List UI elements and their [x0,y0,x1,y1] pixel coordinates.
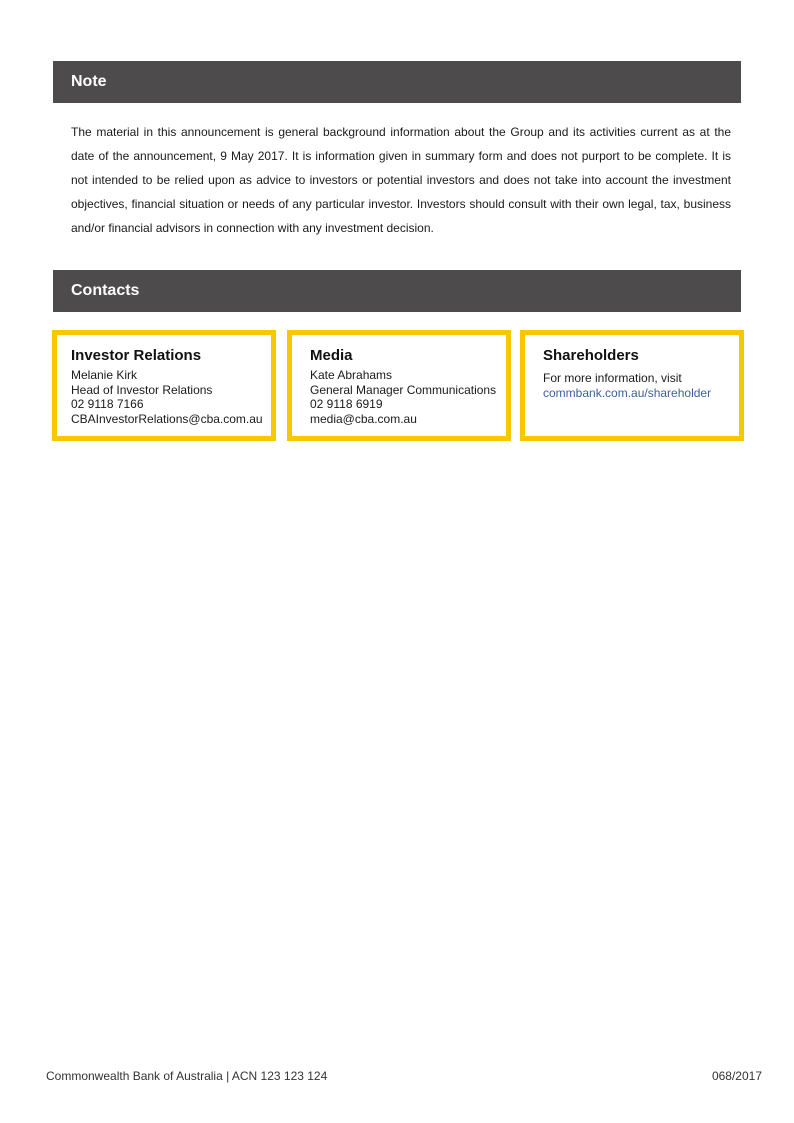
media-phone: 02 9118 6919 [310,397,383,411]
note-heading: Note [71,73,107,90]
media-email[interactable]: media@cba.com.au [310,411,417,426]
note-section-header [53,61,741,103]
shareholders-link[interactable]: commbank.com.au/shareholder [543,385,712,400]
investor-relations-role: Head of Investor Relations [71,382,213,397]
investor-relations-box [52,330,276,441]
contacts-section-header [53,270,741,312]
contacts-heading: Contacts [71,282,140,299]
note-body-text: The material in this announcement is general background information about the Group and its activities current as at the date of the announcement, 9 May 2017. It is information given in summary form and does not purport to be complete. It is not intended to be relied upon as advice to investors or potential investors and does not take into account the investment objectives, financial situation or needs of any particular investor. Investors should consult with their own legal, tax, business and/or financial advisors in connection with any investment decision. [71,125,731,235]
investor-relations-email[interactable]: CBAInvestorRelations@cba.com.au [71,411,263,426]
shareholders-text: For more information, visit [543,371,682,385]
media-name: Kate Abrahams [310,368,393,382]
investor-relations-phone: 02 9118 7166 [71,397,144,411]
shareholders-title: Shareholders [543,347,639,364]
footer-document-number: 068/2017 [711,1069,762,1083]
media-box [287,330,511,441]
investor-relations-name: Melanie Kirk [71,368,138,382]
footer-company-info: Commonwealth Bank of Australia | ACN 123 123 124 [46,1069,328,1083]
investor-relations-title: Investor Relations [71,347,202,364]
media-title: Media [310,347,353,364]
shareholders-box [520,330,744,441]
media-role: General Manager Communications [310,382,497,397]
